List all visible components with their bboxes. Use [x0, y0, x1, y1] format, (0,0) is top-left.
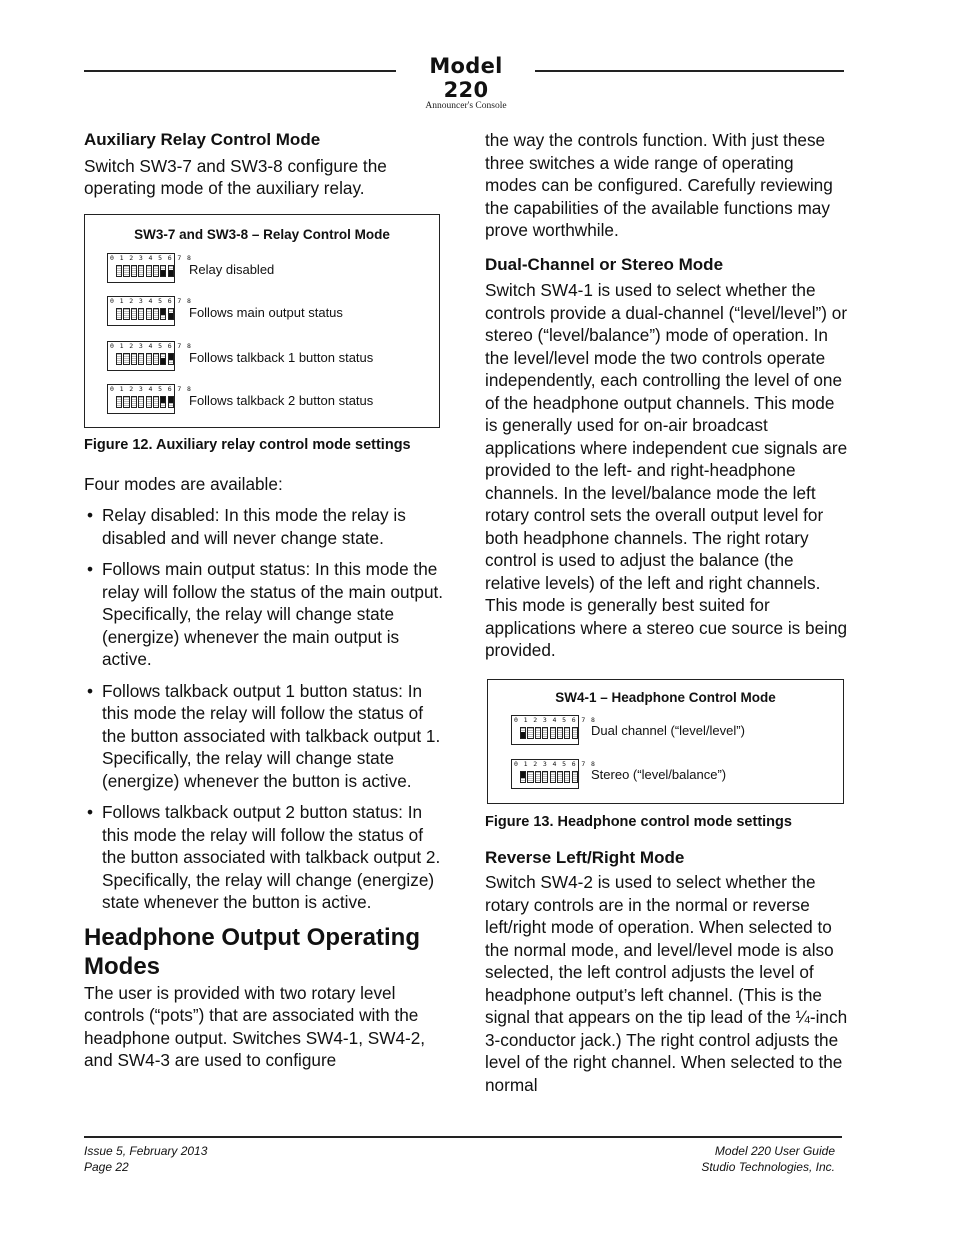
figure-12-caption: Figure 12. Auxiliary relay control mode settings	[84, 436, 411, 453]
figure-13-label: Stereo (“level/balance”)	[591, 766, 727, 782]
footer-issue: Issue 5, February 2013	[84, 1144, 208, 1158]
header-rule-left	[84, 70, 396, 72]
footer-guide-title: Model 220 User Guide	[714, 1144, 835, 1158]
dip-switch-numbers: 0 1 2 3 4 5 6 7 8	[110, 341, 192, 350]
headphone-section-heading: Headphone Output Operating Modes	[84, 923, 420, 980]
reverse-mode-heading: Reverse Left/Right Mode	[485, 847, 685, 867]
figure-12-row-3	[107, 341, 427, 373]
brand-name: Model 220	[429, 54, 503, 102]
dip-switch-numbers: 0 1 2 3 4 5 6 7 8	[110, 296, 192, 305]
list-item: • Follows talkback output 1 button status: In this mode the relay will follow the status of the button associated with talkback output 1. Specifically, the relay will change state (energize) whenever the button is active.	[84, 680, 444, 793]
dip-switch-icon	[511, 759, 596, 789]
figure-12-label: Follows talkback 2 button status	[189, 392, 374, 408]
footer-company: Studio Technologies, Inc.	[701, 1159, 835, 1174]
figure-12-row-2	[107, 296, 427, 328]
four-modes-text: Four modes are available:	[84, 473, 283, 494]
footer-right	[701, 1144, 835, 1175]
figure-12-label: Follows main output status	[189, 304, 343, 320]
dip-switch-icon	[107, 384, 192, 414]
reverse-mode-body: Switch SW4-2 is used to select whether the rotary controls are in the normal or reverse left/right mode of operation. When selected to the normal mode, and level/level mode is also selected, the left control adjusts the level of headphone output’s left channel. (This is the signal that appears on the tip lead of the ¼-inch 3-conductor jack.) The right control adjusts the level of the right channel. When selected to the normal	[485, 872, 848, 1095]
dip-switch-numbers: 0 1 2 3 4 5 6 7 8	[110, 253, 192, 262]
list-item: • Follows main output status: In this mode the relay will follow the status of the main output. Specifically, the relay will change state (energize) whenever the main output is active.	[84, 558, 444, 671]
footer-rule	[84, 1136, 842, 1138]
dip-switch-numbers: 0 1 2 3 4 5 6 7 8	[514, 759, 596, 768]
list-item: • Follows talkback output 2 button status: In this mode the relay will follow the status of the button associated with talkback output 2. Specifically, the relay will change (energize) state whenever the button is active.	[84, 801, 444, 914]
header-rule-right	[535, 70, 844, 72]
dip-switch-numbers: 0 1 2 3 4 5 6 7 8	[514, 715, 596, 724]
footer-page-number: Page 22	[84, 1159, 129, 1174]
footer-left	[84, 1144, 207, 1175]
controls-continuation: the way the controls function. With just these three switches a wide range of operating modes can be configured. Carefully reviewing the capabilities of the available functions may prove worthwhile.	[485, 130, 833, 240]
dip-switch-icon	[107, 253, 192, 283]
dip-switch-icon	[511, 715, 596, 745]
figure-12	[84, 214, 440, 428]
modes-list	[84, 504, 444, 914]
list-item: • Relay disabled: In this mode the relay is disabled and will never change state.	[84, 504, 444, 549]
figure-12-title: SW3-7 and SW3-8 – Relay Control Mode	[134, 226, 390, 242]
aux-relay-intro: Switch SW3-7 and SW3-8 configure the operating mode of the auxiliary relay.	[84, 155, 387, 198]
dual-channel-heading: Dual-Channel or Stereo Mode	[485, 254, 724, 274]
figure-12-row-4	[107, 384, 427, 416]
headphone-intro: The user is provided with two rotary level controls (“pots”) that are associated with the headphone output. Switches SW4-1, SW4-2, and SW4-3 are used to configure	[84, 982, 426, 1070]
brand-subtitle: Announcer's Console	[425, 101, 507, 111]
left-column	[84, 129, 444, 1072]
figure-13-label: Dual channel (“level/level”)	[591, 722, 745, 738]
dip-switch-icon	[107, 341, 192, 371]
figure-13-row-1	[511, 715, 831, 747]
figure-13	[487, 679, 844, 804]
dual-channel-body: Switch SW4-1 is used to select whether the controls provide a dual-channel (“level/level”) or stereo (“level/balance”) mode of operation. In the level/level mode the two controls operate independently, each controlling the level of one of the headphone output channels. This mode is generally used for on-air broadcast applications where independent cue signals are provided to the left- and right-headphone channels. In the level/balance mode the left rotary control sets the overall output level for both headphone channels. The right rotary control is used to adjust the balance (the relative levels) of the left and right channels. This mode is generally best suited for applications where a stereo cue source is being provided.	[485, 280, 848, 660]
figure-12-label: Relay disabled	[189, 261, 275, 277]
figure-13-row-2	[511, 759, 831, 791]
figure-12-label: Follows talkback 1 button status	[189, 349, 374, 365]
right-column	[485, 129, 849, 1096]
figure-12-row-1	[107, 253, 427, 285]
aux-relay-heading: Auxiliary Relay Control Mode	[84, 130, 321, 149]
dip-switch-numbers: 0 1 2 3 4 5 6 7 8	[110, 384, 192, 393]
brand-logo	[404, 54, 528, 111]
figure-13-title: SW4-1 – Headphone Control Mode	[555, 689, 776, 705]
figure-13-caption: Figure 13. Headphone control mode settings	[485, 813, 792, 830]
dip-switch-icon	[107, 296, 192, 326]
